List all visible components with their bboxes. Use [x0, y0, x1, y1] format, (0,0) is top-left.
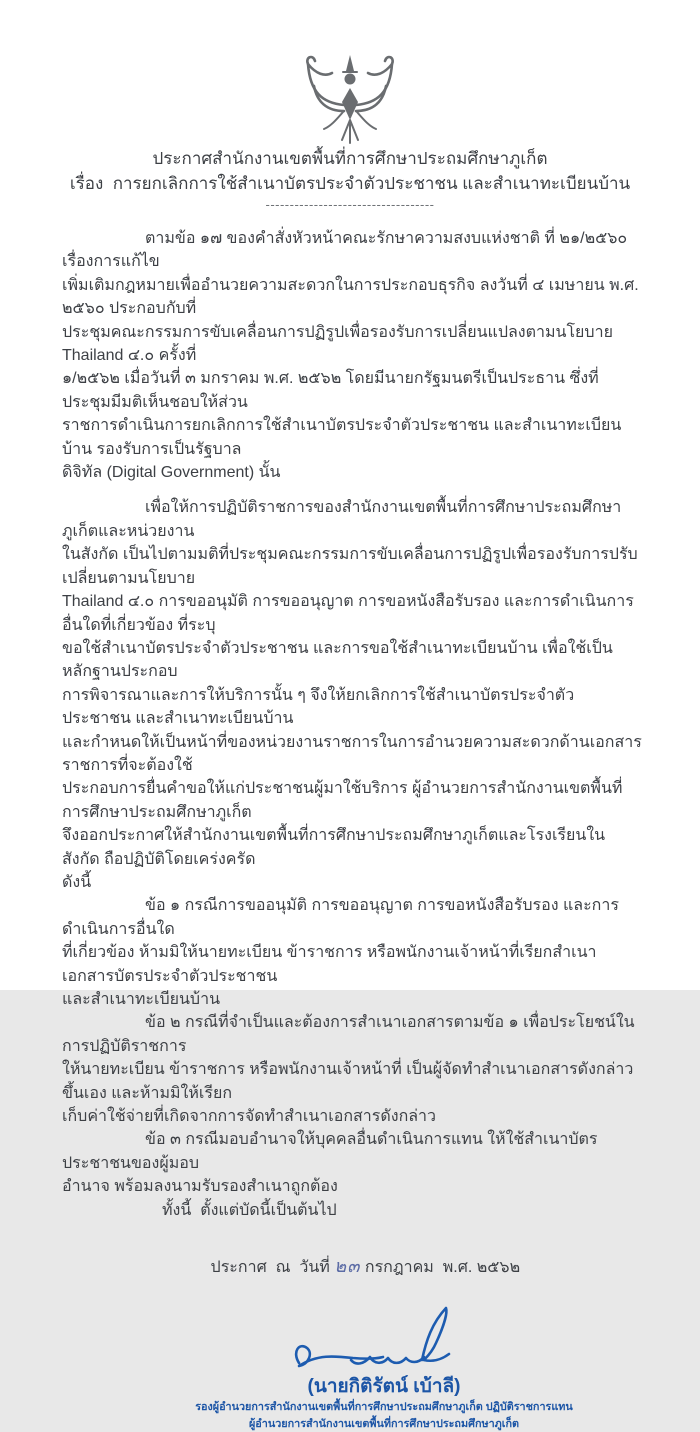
text-line: ข้อ ๑ กรณีการขออนุมัติ การขออนุญาต การขอหนังสือรับรอง และการดำเนินการอื่นใด [62, 897, 619, 938]
signature-block [94, 1305, 674, 1432]
divider-dashes: ----------------------------------- [265, 197, 435, 212]
signer-position-2: ผู้อำนวยการสำนักงานเขตพื้นที่การศึกษาประถมศึกษาภูเก็ต [248, 1417, 520, 1430]
date-suffix: กรกฎาคม พ.ศ. ๒๕๖๒ [360, 1259, 521, 1277]
text-line: ดิจิทัล (Digital Government) นั้น [62, 464, 281, 482]
text-line: เก็บค่าใช้จ่ายที่เกิดจากการจัดทำสำเนาเอกสารดังกล่าว [62, 1108, 437, 1126]
text-line: ประชุมคณะกรรมการขับเคลื่อนการปฏิรูปเพื่อรองรับการเปลี่ยนแปลงตามนโยบาย Thailand ๔.๐ ครั้งที่ [62, 323, 618, 365]
signer-position-1: รองผู้อำนวยการสำนักงานเขตพื้นที่การศึกษาประถมศึกษาภูเก็ต ปฏิบัติราชการแทน [195, 1401, 573, 1414]
text-line: ที่เกี่ยวข้อง ห้ามมิให้นายทะเบียน ข้าราชการ หรือพนักงานเจ้าหน้าที่เรียกสำเนาเอกสารบัตรประจำตัวประชาชน [62, 944, 597, 985]
date-prefix: ประกาศ ณ วันที่ [210, 1259, 335, 1277]
text-line: ราชการดำเนินการยกเลิกการใช้สำเนาบัตรประจำตัวประชาชน และสำเนาทะเบียนบ้าน รองรับการเป็นรัฐบาล [62, 417, 622, 458]
paragraph-1 [62, 227, 642, 484]
text-line: จึงออกประกาศให้สำนักงานเขตพื้นที่การศึกษาประถมศึกษาภูเก็ตและโรงเรียนในสังกัด ถือปฏิบัติโดยเคร่งครัด [62, 827, 606, 868]
text-line: Thailand ๔.๐ การขออนุมัติ การขออนุญาต การขอหนังสือรับรอง และการดำเนินการอื่นใดที่เกี่ยวข้อง ที่ระบุ [62, 593, 634, 634]
text-line: ประกอบการยื่นคำขอให้แก่ประชาชนผู้มาใช้บริการ ผู้อำนวยการสำนักงานเขตพื้นที่การศึกษาประถมศึกษาภูเก็ต [62, 780, 623, 821]
text-line: ข้อ ๒ กรณีที่จำเป็นและต้องการสำเนาเอกสารตามข้อ ๑ เพื่อประโยชน์ในการปฏิบัติราชการ [62, 1014, 635, 1055]
emblem-container [0, 50, 700, 150]
signature-flourish-icon [279, 1305, 489, 1381]
text-line: การพิจารณาและการให้บริการนั้น ๆ จึงให้ยกเลิกการใช้สำเนาบัตรประจำตัวประชาชน และสำเนาทะเบียนบ้าน [62, 686, 575, 728]
clause-1 [62, 894, 642, 1011]
text-line: ข้อ ๓ กรณีมอบอำนาจให้บุคคลอื่นดำเนินการแทน ให้ใช้สำเนาบัตรประชาชนของผู้มอบ [62, 1131, 598, 1172]
text-line: ดังนี้ [62, 873, 92, 891]
text-line: ทั้งนี้ ตั้งแต่บัดนี้เป็นต้นไป [162, 1201, 337, 1219]
clause-3 [62, 1128, 642, 1198]
garuda-emblem-icon [285, 50, 415, 150]
text-line: ขอใช้สำเนาบัตรประจำตัวประชาชน และการขอใช้สำเนาทะเบียนบ้าน เพื่อใช้เป็นหลักฐานประกอบ [62, 639, 613, 681]
document-title: ประกาศสำนักงานเขตพื้นที่การศึกษาประถมศึกษาภูเก็ต [152, 149, 548, 168]
text-line: เพิ่มเติมกฎหมายเพื่ออำนวยความสะดวกในการประกอบธุรกิจ ลงวันที่ ๔ เมษายน พ.ศ. ๒๕๖๐ ประกอบกับที่ [62, 276, 644, 318]
paragraph-2 [62, 496, 642, 894]
text-line: เพื่อให้การปฏิบัติราชการของสำนักงานเขตพื้นที่การศึกษาประถมศึกษาภูเก็ตและหน่วยงาน [62, 499, 622, 540]
text-line: ให้นายทะเบียน ข้าราชการ หรือพนักงานเจ้าหน้าที่ เป็นผู้จัดทำสำเนาเอกสารดังกล่าวขึ้นเอง และห้ามมิให้เรียก [62, 1061, 634, 1102]
text-line: และกำหนดให้เป็นหน้าที่ของหน่วยงานราชการในการอำนวยความสะดวกด้านเอกสารราชการที่จะต้องใช้ [62, 733, 642, 774]
text-line: และสำเนาทะเบียนบ้าน [62, 991, 221, 1008]
document-body [62, 227, 642, 1432]
document-subject: เรื่อง การยกเลิกการใช้สำเนาบัตรประจำตัวประชาชน และสำเนาทะเบียนบ้าน [69, 174, 631, 193]
text-line: อำนาจ พร้อมลงนามรับรองสำเนาถูกต้อง [62, 1178, 338, 1196]
text-line: ๑/๒๕๖๒ เมื่อวันที่ ๓ มกราคม พ.ศ. ๒๕๖๒ โดยมีนายกรัฐมนตรีเป็นประธาน ซึ่งที่ประชุมมีมติเห็นชอบให้ส่วน [62, 370, 599, 411]
effective-clause [62, 1199, 642, 1222]
text-line: ในสังกัด เป็นไปตามมติที่ประชุมคณะกรรมการขับเคลื่อนการปฏิรูปเพื่อรองรับการปรับเปลี่ยนตามนโยบาย [62, 546, 638, 587]
clause-2 [62, 1011, 642, 1128]
handwritten-day: ๒๓ [334, 1256, 361, 1277]
text-line: ตามข้อ ๑๗ ของคำสั่งหัวหน้าคณะรักษาความสงบแห่งชาติ ที่ ๒๑/๒๕๖๐ เรื่องการแก้ไข [62, 230, 632, 271]
announcement-date-line [62, 1232, 642, 1303]
signer-name: (นายกิติรัตน์ เบ้าลี) [307, 1376, 461, 1398]
